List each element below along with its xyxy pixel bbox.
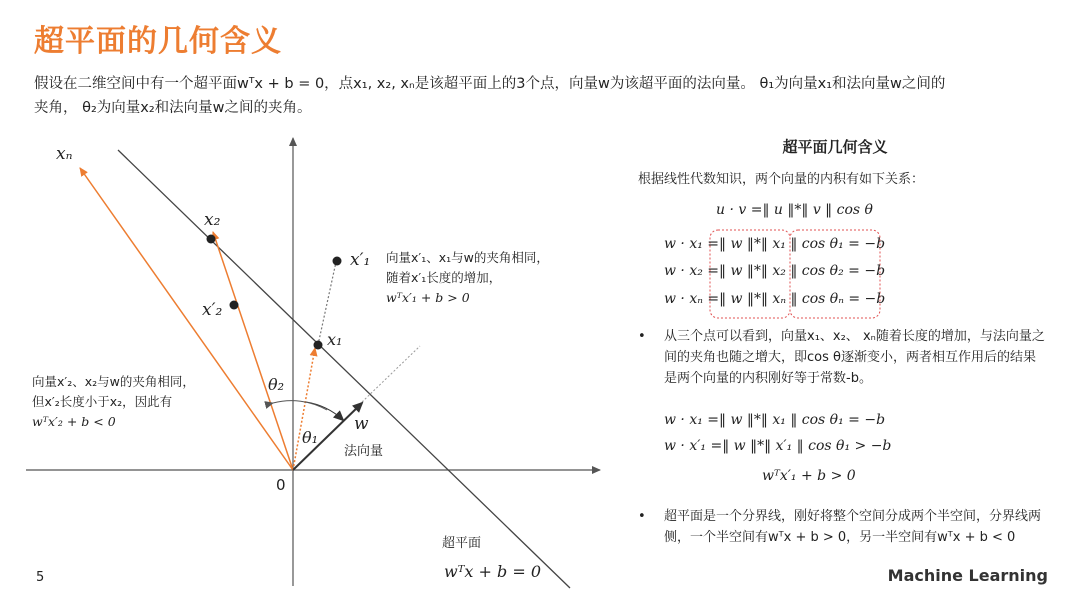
bullet-2-mark: • [638,509,646,524]
equation-inner-product: u · v =‖ u ‖*‖ v ‖ cos θ [716,202,873,218]
brand-label: Machine Learning [887,566,1048,585]
label-hyperplane: 超平面 [442,536,482,551]
label-origin: 0 [276,476,286,494]
bullet-2-text: 超平面是一个分界线，刚好将整个空间分成两个半空间，分界线两侧，一个半空间有wᵀx + b > 0，另一半空间有wᵀx + b < 0 [664,509,1042,545]
page-number: 5 [36,570,45,585]
slide-title: 超平面的几何含义 [34,24,282,59]
intro-line-2: 夹角， θ₂为向量x₂和法向量w之间的夹角。 [34,100,312,116]
panel-intro: 根据线性代数知识，两个向量的内积有如下关系： [638,172,925,187]
equation-x1-prime: w · x′₁ =‖ w ‖*‖ x′₁ ‖ cos θ₁ > −b [664,438,892,454]
annotation-x2-line2: 但x′₂长度小于x₂，因此有 [32,394,173,409]
equation-x1-repeat: w · x₁ =‖ w ‖*‖ x₁ ‖ cos θ₁ = −b [664,412,886,428]
annotation-x2-line1: 向量x′₂、x₂与w的夹角相同， [32,374,195,389]
equation-x1: w · x₁ =‖ w ‖*‖ x₁ ‖ cos θ₁ = −b [664,236,886,252]
label-theta1: θ₁ [302,428,319,447]
label-x1-prime: x′₁ [350,250,371,270]
panel-title: 超平面几何含义 [782,138,888,156]
label-xn: xₙ [56,144,73,164]
bullet-1-text: 从三个点可以看到，向量x₁、x₂、 xₙ随着长度的增加，与法向量之间的夹角也随之增大，即cos θ逐渐变小，两者相互作用后的结果是两个向量的内积刚好等于常数-b。 [664,329,1045,386]
label-x2-prime: x′₂ [202,300,223,320]
equation-x2: w · x₂ =‖ w ‖*‖ x₂ ‖ cos θ₂ = −b [664,263,886,279]
bullet-1 [638,326,1048,392]
annotation-x1-line3: wᵀx′₁ + b > 0 [386,290,470,305]
label-theta2: θ₂ [268,375,285,394]
bullet-2 [638,506,1048,550]
label-hyperplane-eq: wᵀx + b = 0 [444,562,542,581]
intro-line-1: 假设在二维空间中有一个超平面wᵀx + b = 0，点x₁, x₂, xₙ是该超平面上的3个点，向量w为该超平面的法向量。 θ₁为向量x₁和法向量w之间的 [34,76,946,92]
label-w: w [354,414,369,434]
annotation-x1-line1: 向量x′₁、x₁与w的夹角相同， [386,250,549,265]
bullet-1-mark: • [638,329,646,344]
equation-xn: w · xₙ =‖ w ‖*‖ xₙ ‖ cos θₙ = −b [664,291,886,307]
label-x1: x₁ [327,330,343,349]
annotation-x1-line2: 随着x′₁长度的增加， [386,270,502,285]
label-x2: x₂ [204,210,221,230]
label-normal-vector: 法向量 [344,444,384,459]
equation-x1-prime-result: wᵀx′₁ + b > 0 [762,468,856,484]
annotation-x2-line3: wᵀx′₂ + b < 0 [32,414,116,429]
